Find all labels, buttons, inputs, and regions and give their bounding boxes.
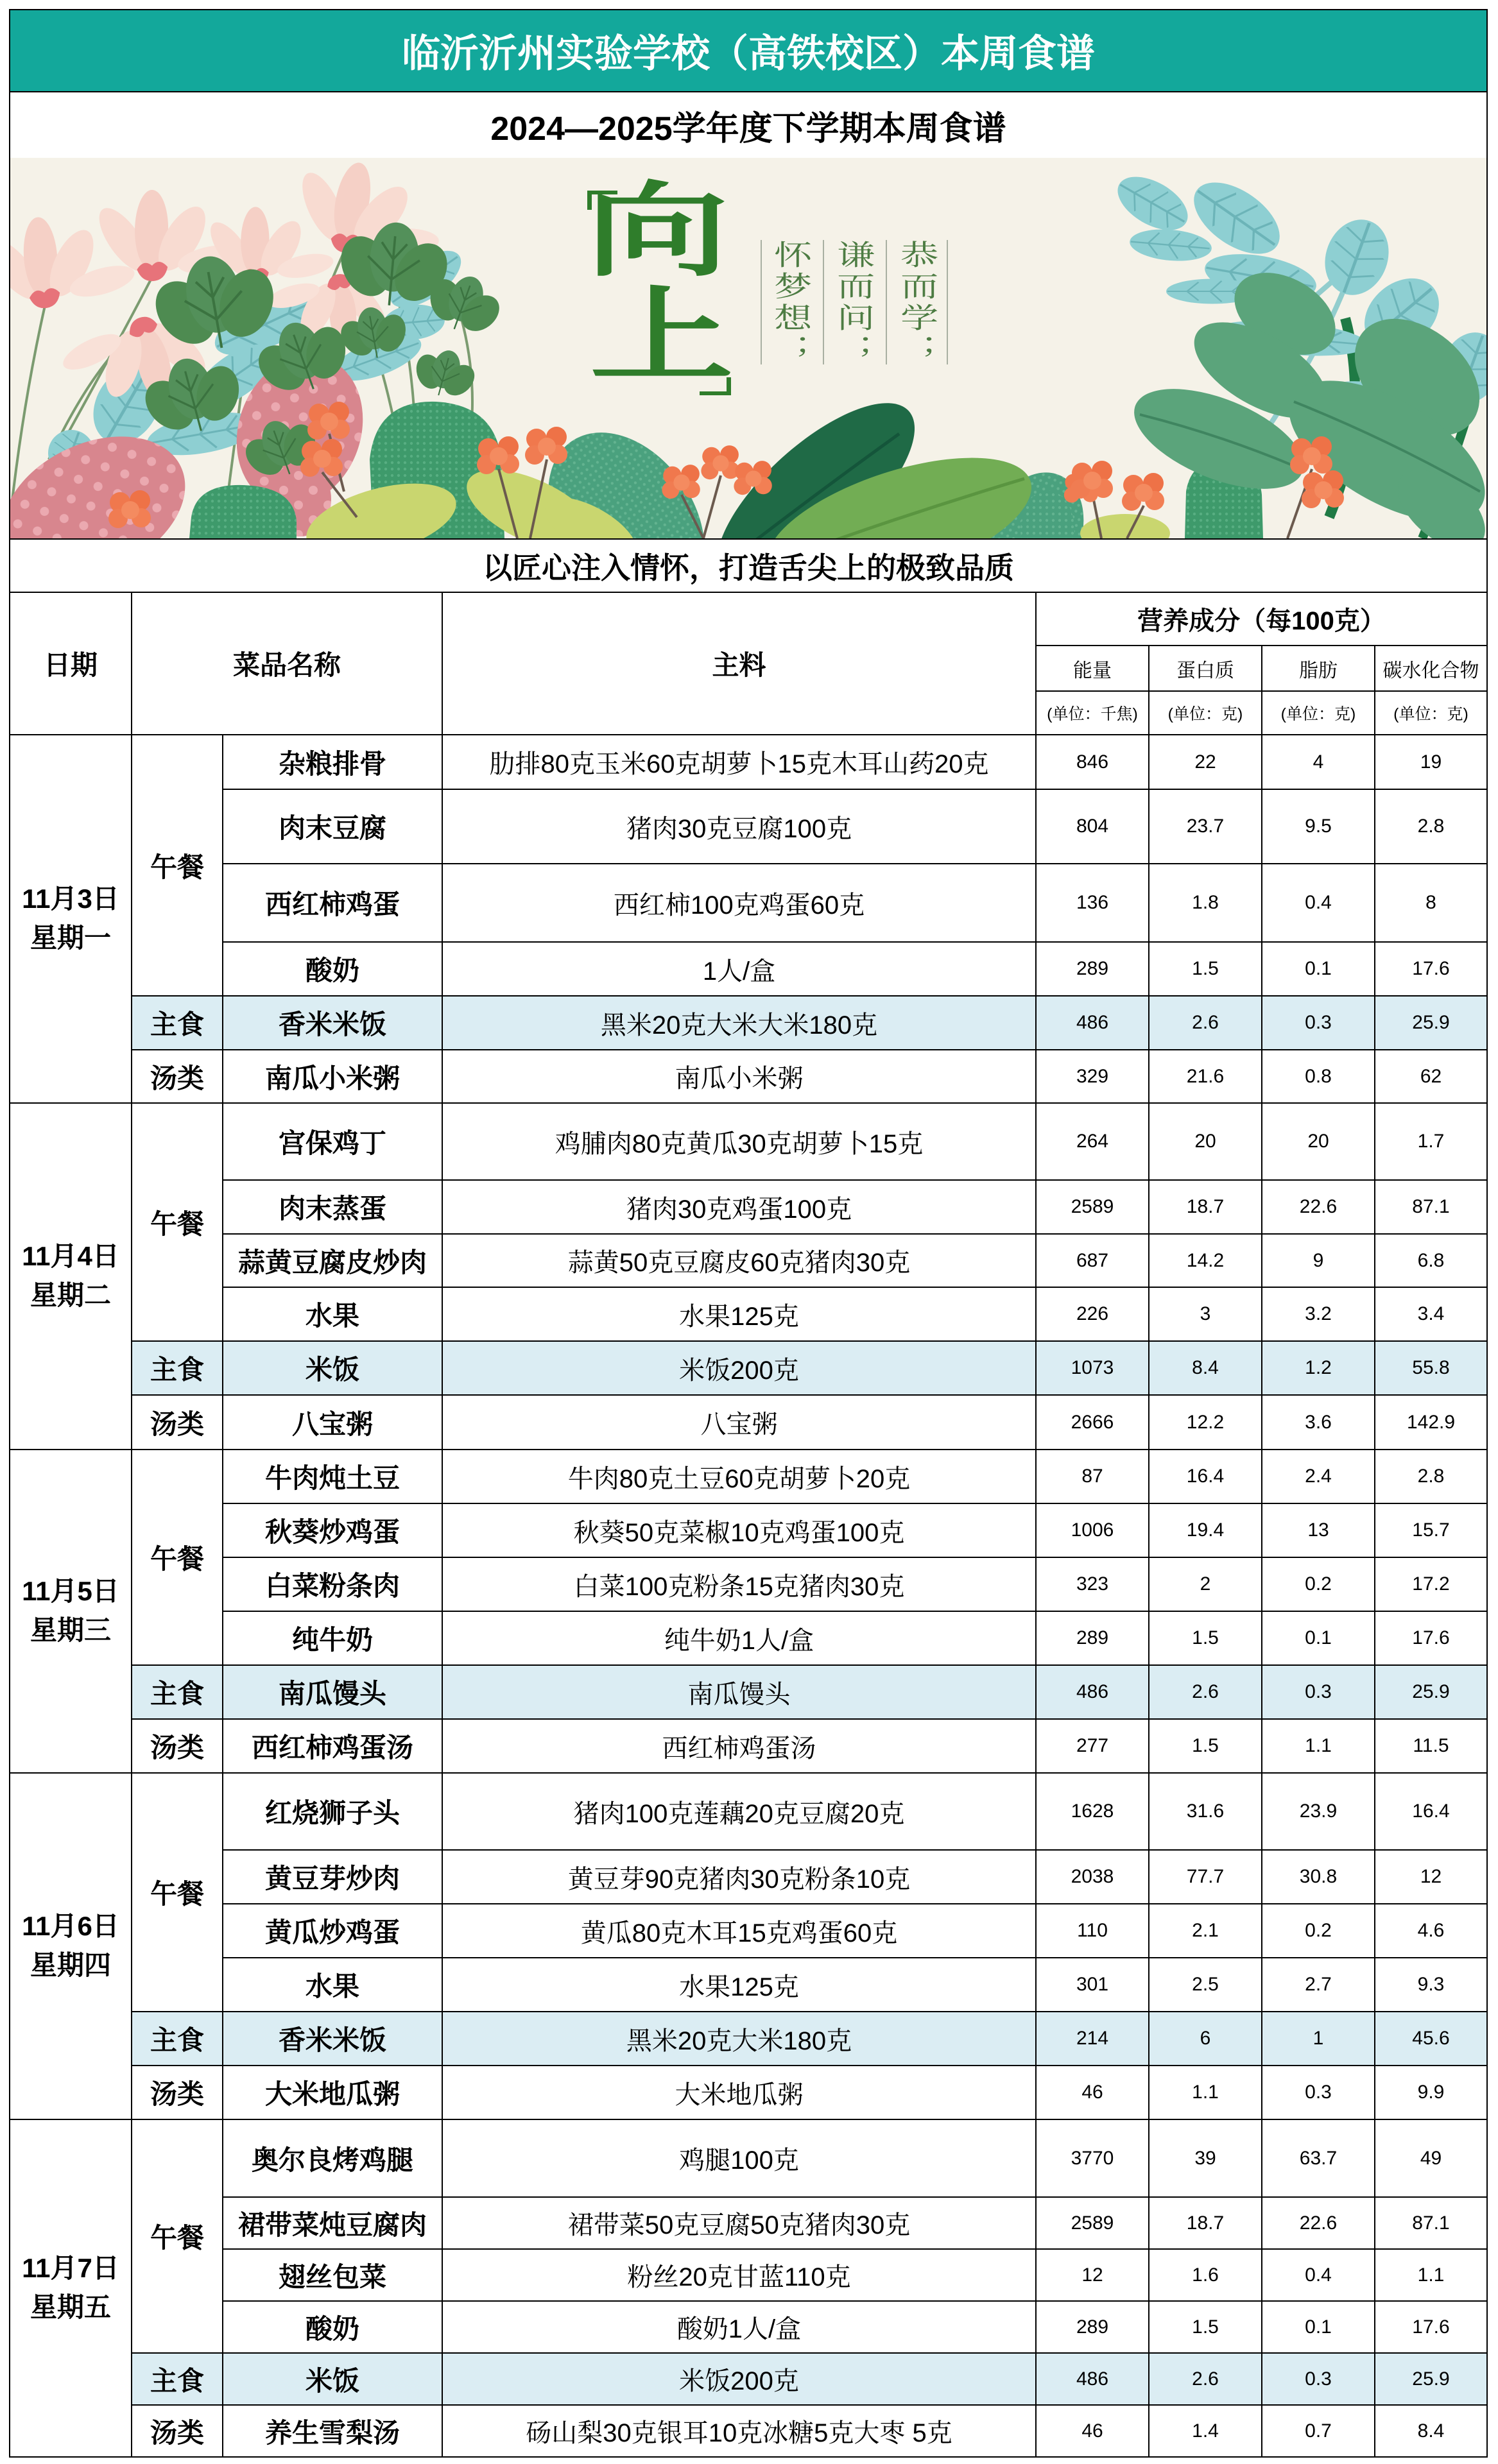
carbs-value: 87.1 [1375, 2198, 1488, 2250]
carbs-value: 9.9 [1375, 2066, 1488, 2120]
fat-value: 3.2 [1262, 1288, 1375, 1342]
energy-value: 486 [1037, 2354, 1149, 2406]
dish-name: 奥尔良烤鸡腿 [223, 2120, 443, 2198]
carbs-value: 49 [1375, 2120, 1488, 2198]
fat-value: 22.6 [1262, 1181, 1375, 1235]
energy-value: 214 [1037, 2012, 1149, 2066]
meal-type-lunch: 午餐 [132, 1774, 223, 2012]
fat-value: 0.7 [1262, 2406, 1375, 2458]
energy-value: 1628 [1037, 1774, 1149, 1851]
page-subtitle: 2024—2025学年度下学期本周食谱 [10, 92, 1488, 158]
fat-value: 0.1 [1262, 2302, 1375, 2354]
ingredients: 裙带菜50克豆腐50克猪肉30克 [443, 2198, 1037, 2250]
carbs-value: 25.9 [1375, 1666, 1488, 1720]
protein-value: 21.6 [1149, 1050, 1262, 1104]
dish-name: 酸奶 [223, 2302, 443, 2354]
fat-value: 0.3 [1262, 1666, 1375, 1720]
weekday-label: 星期五 [30, 2292, 111, 2322]
banner [10, 158, 1488, 540]
date-cell [10, 1104, 132, 1450]
carbs-value: 45.6 [1375, 2012, 1488, 2066]
ingredients: 黑米20克大米180克 [443, 2012, 1037, 2066]
protein-value: 19.4 [1149, 1504, 1262, 1558]
dish-name: 大米地瓜粥 [223, 2066, 443, 2120]
poem-divider [886, 240, 887, 364]
energy-value: 46 [1037, 2066, 1149, 2120]
headline-char-2: 上 [590, 276, 734, 396]
fat-value: 0.1 [1262, 943, 1375, 997]
column-header-dish: 菜品名称 [132, 593, 443, 735]
protein-value: 16.4 [1149, 1450, 1262, 1504]
meal-type-soup: 汤类 [132, 1050, 223, 1104]
carbs-value: 87.1 [1375, 1181, 1488, 1235]
meal-type-soup: 汤类 [132, 2066, 223, 2120]
carbs-value: 25.9 [1375, 997, 1488, 1050]
protein-value: 1.6 [1149, 2250, 1262, 2302]
protein-value: 1.5 [1149, 1612, 1262, 1666]
carbs-value: 17.6 [1375, 1612, 1488, 1666]
protein-value: 14.2 [1149, 1235, 1262, 1288]
weekday-label: 星期一 [30, 923, 111, 953]
dish-name: 南瓜小米粥 [223, 1050, 443, 1104]
carbs-value: 8.4 [1375, 2406, 1488, 2458]
ingredients: 砀山梨30克银耳10克冰糖5克大枣 5克 [443, 2406, 1037, 2458]
fat-value: 0.8 [1262, 1050, 1375, 1104]
carbs-value: 1.7 [1375, 1104, 1488, 1181]
meal-type-lunch: 午餐 [132, 735, 223, 997]
page-title: 临沂沂州实验学校（高铁校区）本周食谱 [10, 10, 1488, 92]
dish-name: 秋葵炒鸡蛋 [223, 1504, 443, 1558]
ingredients: 酸奶1人/盒 [443, 2302, 1037, 2354]
ingredients: 秋葵50克菜椒10克鸡蛋100克 [443, 1504, 1037, 1558]
ingredients: 西红柿鸡蛋汤 [443, 1720, 1037, 1774]
dish-name: 南瓜馒头 [223, 1666, 443, 1720]
protein-value: 3 [1149, 1288, 1262, 1342]
energy-value: 1073 [1037, 1342, 1149, 1396]
energy-value: 2589 [1037, 1181, 1149, 1235]
protein-value: 18.7 [1149, 2198, 1262, 2250]
ingredients: 猪肉100克莲藕20克豆腐20克 [443, 1774, 1037, 1851]
ingredients: 南瓜馒头 [443, 1666, 1037, 1720]
fat-value: 4 [1262, 735, 1375, 790]
carbs-value: 17.2 [1375, 1558, 1488, 1612]
protein-value: 1.4 [1149, 2406, 1262, 2458]
date-cell [10, 1774, 132, 2120]
energy-value: 301 [1037, 1958, 1149, 2012]
ingredients: 鸡腿100克 [443, 2120, 1037, 2198]
dish-name: 纯牛奶 [223, 1612, 443, 1666]
unit-protein: (单位：克) [1149, 692, 1262, 735]
ingredients: 猪肉30克豆腐100克 [443, 790, 1037, 864]
corner-bracket-close [700, 377, 731, 395]
dish-name: 杂粮排骨 [223, 735, 443, 790]
dish-name: 宫保鸡丁 [223, 1104, 443, 1181]
protein-value: 77.7 [1149, 1851, 1262, 1904]
energy-value: 486 [1037, 997, 1149, 1050]
energy-value: 12 [1037, 2250, 1149, 2302]
energy-value: 1006 [1037, 1504, 1149, 1558]
energy-value: 277 [1037, 1720, 1149, 1774]
dish-name: 黄瓜炒鸡蛋 [223, 1904, 443, 1958]
ingredients: 纯牛奶1人/盒 [443, 1612, 1037, 1666]
column-header-fat: 脂肪 [1262, 646, 1375, 692]
dish-name: 裙带菜炖豆腐肉 [223, 2198, 443, 2250]
carbs-value: 16.4 [1375, 1774, 1488, 1851]
energy-value: 110 [1037, 1904, 1149, 1958]
fat-value: 3.6 [1262, 1396, 1375, 1450]
dish-name: 八宝粥 [223, 1396, 443, 1450]
big-leaves-middle [689, 374, 1047, 538]
energy-value: 46 [1037, 2406, 1149, 2458]
column-header-protein: 蛋白质 [1149, 646, 1262, 692]
date-label: 11月3日 [22, 884, 119, 914]
fat-value: 9 [1262, 1235, 1375, 1288]
fat-value: 0.2 [1262, 1558, 1375, 1612]
unit-carbs: (单位：克) [1375, 692, 1488, 735]
poem-column-1: 恭而学； [893, 240, 938, 366]
energy-value: 329 [1037, 1050, 1149, 1104]
energy-value: 486 [1037, 1666, 1149, 1720]
carbs-value: 9.3 [1375, 1958, 1488, 2012]
carbs-value: 2.8 [1375, 790, 1488, 864]
ingredients: 肋排80克玉米60克胡萝卜15克木耳山药20克 [443, 735, 1037, 790]
ingredients: 猪肉30克鸡蛋100克 [443, 1181, 1037, 1235]
headline-char-1: 向 [585, 171, 730, 291]
energy-value: 323 [1037, 1558, 1149, 1612]
energy-value: 136 [1037, 864, 1149, 943]
fat-value: 2.4 [1262, 1450, 1375, 1504]
dish-name: 酸奶 [223, 943, 443, 997]
dish-name: 西红柿鸡蛋 [223, 864, 443, 943]
energy-value: 2666 [1037, 1396, 1149, 1450]
date-cell [10, 1450, 132, 1774]
fat-value: 9.5 [1262, 790, 1375, 864]
weekday-label: 星期二 [30, 1280, 111, 1310]
ingredients: 八宝粥 [443, 1396, 1037, 1450]
dish-name: 白菜粉条肉 [223, 1558, 443, 1612]
carbs-value: 8 [1375, 864, 1488, 943]
column-header-energy: 能量 [1037, 646, 1149, 692]
fat-value: 1.1 [1262, 1720, 1375, 1774]
fat-value: 1 [1262, 2012, 1375, 2066]
protein-value: 1.5 [1149, 1720, 1262, 1774]
ingredients: 南瓜小米粥 [443, 1050, 1037, 1104]
fat-value: 23.9 [1262, 1774, 1375, 1851]
energy-value: 2038 [1037, 1851, 1149, 1904]
meal-type-staple: 主食 [132, 1666, 223, 1720]
banner-illustration [10, 158, 1486, 538]
protein-value: 12.2 [1149, 1396, 1262, 1450]
fat-value: 1.2 [1262, 1342, 1375, 1396]
meal-type-lunch: 午餐 [132, 2120, 223, 2354]
meal-type-soup: 汤类 [132, 1720, 223, 1774]
ingredients: 白菜100克粉条15克猪肉30克 [443, 1558, 1037, 1612]
fat-value: 0.1 [1262, 1612, 1375, 1666]
energy-value: 289 [1037, 2302, 1149, 2354]
carbs-value: 62 [1375, 1050, 1488, 1104]
ingredients: 大米地瓜粥 [443, 2066, 1037, 2120]
dish-name: 蒜黄豆腐皮炒肉 [223, 1235, 443, 1288]
column-header-ingredients: 主料 [443, 593, 1037, 735]
date-cell [10, 2120, 132, 2458]
protein-value: 22 [1149, 735, 1262, 790]
fat-value: 0.3 [1262, 997, 1375, 1050]
carbs-value: 4.6 [1375, 1904, 1488, 1958]
ingredients: 黄瓜80克木耳15克鸡蛋60克 [443, 1904, 1037, 1958]
carbs-value: 17.6 [1375, 2302, 1488, 2354]
column-header-carbs: 碳水化合物 [1375, 646, 1488, 692]
dish-name: 米饭 [223, 2354, 443, 2406]
protein-value: 31.6 [1149, 1774, 1262, 1851]
meal-type-staple: 主食 [132, 997, 223, 1050]
ingredients: 黄豆芽90克猪肉30克粉条10克 [443, 1851, 1037, 1904]
date-cell [10, 735, 132, 1104]
protein-value: 8.4 [1149, 1342, 1262, 1396]
ingredients: 牛肉80克土豆60克胡萝卜20克 [443, 1450, 1037, 1504]
poem-divider [947, 240, 948, 364]
fat-value: 0.4 [1262, 864, 1375, 943]
carbs-value: 55.8 [1375, 1342, 1488, 1396]
fat-value: 30.8 [1262, 1851, 1375, 1904]
poem-divider [823, 240, 824, 364]
protein-value: 18.7 [1149, 1181, 1262, 1235]
dish-name: 水果 [223, 1958, 443, 2012]
ingredients: 西红柿100克鸡蛋60克 [443, 864, 1037, 943]
protein-value: 23.7 [1149, 790, 1262, 864]
protein-value: 2 [1149, 1558, 1262, 1612]
energy-value: 87 [1037, 1450, 1149, 1504]
dish-name: 养生雪梨汤 [223, 2406, 443, 2458]
fat-value: 0.4 [1262, 2250, 1375, 2302]
ingredients: 黑米20克大米大米180克 [443, 997, 1037, 1050]
weekday-label: 星期三 [30, 1615, 111, 1645]
carbs-value: 25.9 [1375, 2354, 1488, 2406]
ingredients: 蒜黄50克豆腐皮60克猪肉30克 [443, 1235, 1037, 1288]
carbs-value: 12 [1375, 1851, 1488, 1904]
energy-value: 264 [1037, 1104, 1149, 1181]
date-label: 11月5日 [22, 1576, 119, 1607]
ingredients: 鸡脯肉80克黄瓜30克胡萝卜15克 [443, 1104, 1037, 1181]
column-header-date: 日期 [10, 593, 132, 735]
energy-value: 3770 [1037, 2120, 1149, 2198]
carbs-value: 2.8 [1375, 1450, 1488, 1504]
meal-type-lunch: 午餐 [132, 1104, 223, 1342]
date-label: 11月4日 [22, 1241, 119, 1272]
energy-value: 226 [1037, 1288, 1149, 1342]
carbs-value: 15.7 [1375, 1504, 1488, 1558]
protein-value: 2.6 [1149, 1666, 1262, 1720]
protein-value: 6 [1149, 2012, 1262, 2066]
fat-value: 0.2 [1262, 1904, 1375, 1958]
protein-value: 39 [1149, 2120, 1262, 2198]
energy-value: 289 [1037, 1612, 1149, 1666]
carbs-value: 11.5 [1375, 1720, 1488, 1774]
poem-column-3: 怀梦想； [767, 240, 812, 366]
fat-value: 2.7 [1262, 1958, 1375, 2012]
ingredients: 米饭200克 [443, 2354, 1037, 2406]
dish-name: 水果 [223, 1288, 443, 1342]
fat-value: 0.3 [1262, 2354, 1375, 2406]
protein-value: 1.8 [1149, 864, 1262, 943]
dish-name: 红烧狮子头 [223, 1774, 443, 1851]
column-header-nutrition: 营养成分（每100克） [1037, 593, 1488, 646]
energy-value: 804 [1037, 790, 1149, 864]
weekly-menu-table [9, 9, 1488, 2458]
date-label: 11月6日 [22, 1911, 119, 1942]
date-label: 11月7日 [22, 2253, 119, 2284]
poem-divider [761, 240, 762, 364]
carbs-value: 17.6 [1375, 943, 1488, 997]
dish-name: 黄豆芽炒肉 [223, 1851, 443, 1904]
dish-name: 牛肉炖土豆 [223, 1450, 443, 1504]
carbs-value: 6.8 [1375, 1235, 1488, 1288]
energy-value: 2589 [1037, 2198, 1149, 2250]
dish-name: 肉末蒸蛋 [223, 1181, 443, 1235]
fat-value: 0.3 [1262, 2066, 1375, 2120]
fat-value: 20 [1262, 1104, 1375, 1181]
energy-value: 846 [1037, 735, 1149, 790]
meal-type-staple: 主食 [132, 1342, 223, 1396]
fat-value: 13 [1262, 1504, 1375, 1558]
ingredients: 1人/盒 [443, 943, 1037, 997]
ingredients: 米饭200克 [443, 1342, 1037, 1396]
protein-value: 1.5 [1149, 943, 1262, 997]
carbs-value: 142.9 [1375, 1396, 1488, 1450]
fat-value: 22.6 [1262, 2198, 1375, 2250]
dish-name: 香米米饭 [223, 2012, 443, 2066]
carbs-value: 1.1 [1375, 2250, 1488, 2302]
carbs-value: 19 [1375, 735, 1488, 790]
protein-value: 2.5 [1149, 1958, 1262, 2012]
energy-value: 289 [1037, 943, 1149, 997]
protein-value: 1.1 [1149, 2066, 1262, 2120]
ingredients: 粉丝20克甘蓝110克 [443, 2250, 1037, 2302]
dish-name: 西红柿鸡蛋汤 [223, 1720, 443, 1774]
carbs-value: 3.4 [1375, 1288, 1488, 1342]
protein-value: 2.6 [1149, 997, 1262, 1050]
protein-value: 2.6 [1149, 2354, 1262, 2406]
meal-type-lunch: 午餐 [132, 1450, 223, 1666]
unit-energy: (单位：千焦) [1037, 692, 1149, 735]
ingredients: 水果125克 [443, 1958, 1037, 2012]
meal-type-staple: 主食 [132, 2012, 223, 2066]
dish-name: 米饭 [223, 1342, 443, 1396]
protein-value: 1.5 [1149, 2302, 1262, 2354]
protein-value: 20 [1149, 1104, 1262, 1181]
energy-value: 687 [1037, 1235, 1149, 1288]
poem-column-2: 谦而问； [830, 240, 875, 366]
dish-name: 翅丝包菜 [223, 2250, 443, 2302]
fat-value: 63.7 [1262, 2120, 1375, 2198]
protein-value: 2.1 [1149, 1904, 1262, 1958]
unit-fat: (单位：克) [1262, 692, 1375, 735]
weekday-label: 星期四 [30, 1950, 111, 1980]
meal-type-staple: 主食 [132, 2354, 223, 2406]
slogan: 以匠心注入情怀，打造舌尖上的极致品质 [10, 540, 1488, 593]
dish-name: 香米米饭 [223, 997, 443, 1050]
meal-type-soup: 汤类 [132, 1396, 223, 1450]
ingredients: 水果125克 [443, 1288, 1037, 1342]
dish-name: 肉末豆腐 [223, 790, 443, 864]
meal-type-soup: 汤类 [132, 2406, 223, 2458]
